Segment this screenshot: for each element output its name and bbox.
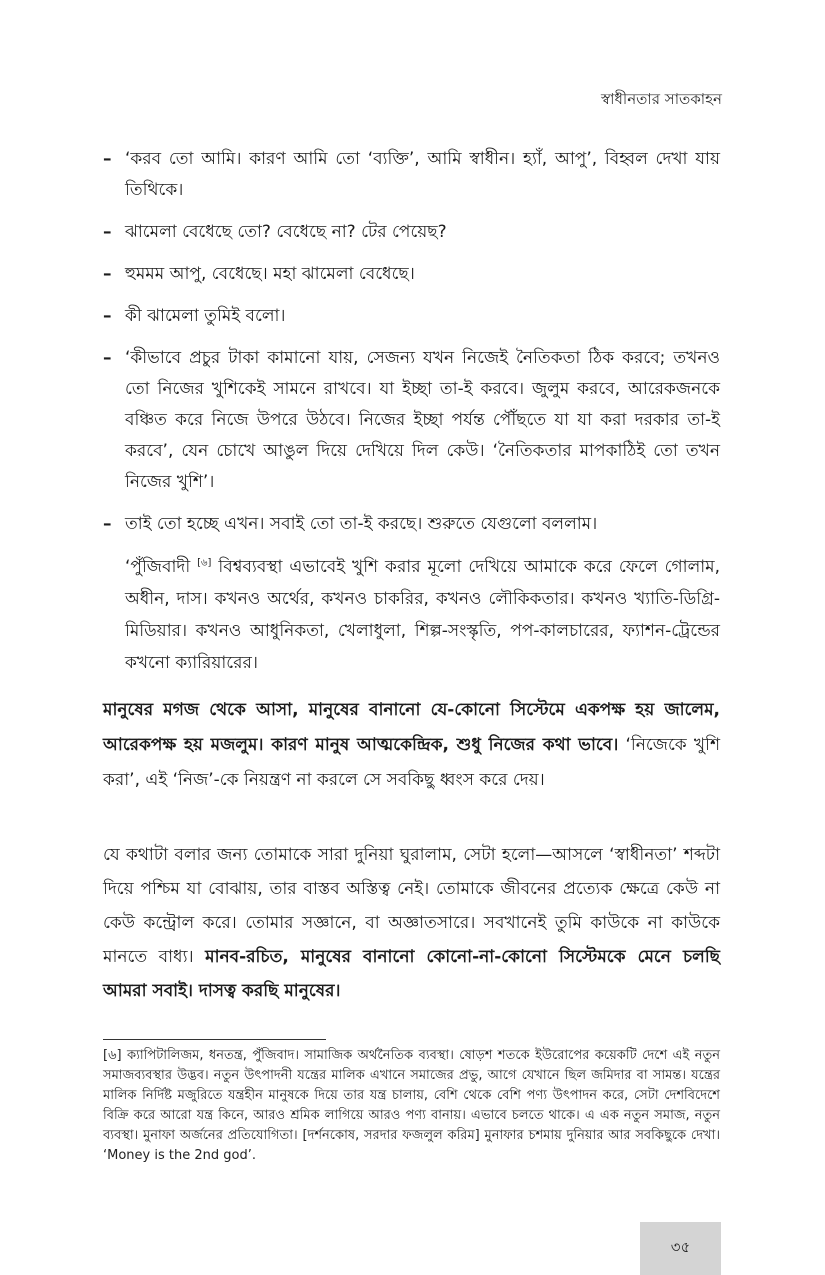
running-header: স্বাধীনতার সাতকাহন bbox=[601, 90, 722, 108]
dialogue-text: হুমমম আপু, বেধেছে। মহা ঝামেলা বেধেছে। bbox=[125, 264, 415, 284]
dash-marker: – bbox=[103, 348, 112, 368]
dialogue-text: তাই তো হচ্ছে এখন। সবাই তো তা-ই করছে। শুরুতে যেগুলো বললাম। bbox=[125, 514, 598, 534]
quote-rest: বিশ্বব্যবস্থা এভাবেই খুশি করার মূলো দেখিয়ে আমাকে করে ফেলে গোলাম, অধীন, দাস। কখনও অর্থের, কখনও চাকরির, কখনও লৌকিকতার। কখনও খ্যাতি-ডিগ্রি-মিডিয়ার। কখনও আধুনিকতা, খেলাধুলা, শিল্প-সংস্কৃতি, পপ-কালচারের, ফ্যাশন-ট্রেন্ডের কখনো ক্যারিয়ারের। bbox=[125, 557, 721, 673]
page-number: ৩৫ bbox=[670, 1238, 691, 1256]
dash-marker: – bbox=[103, 306, 112, 326]
dash-marker: – bbox=[103, 264, 112, 284]
footnote-ref[interactable]: [৬] bbox=[197, 557, 212, 569]
dash-marker: – bbox=[103, 222, 112, 242]
closing-normal-text: যে কথাটা বলার জন্য তোমাকে সারা দুনিয়া ঘুরালাম, সেটা হলো—আসলে ‘স্বাধীনতা’ শব্দটা দিয়ে পশ্চিম যা বোঝায়, তার বাস্তব অস্তিত্ব নেই। তোমাকে জীবনের প্রত্যেক ক্ষেত্রে কেউ না কেউ কন্ট্রোল করে। তোমার সজ্ঞানে, বা অজ্ঞাতসারে। সবখানেই তুমি কাউকে না কাউকে মানতে বাধ্য। bbox=[103, 845, 720, 967]
emphasis-paragraph bbox=[103, 693, 720, 798]
footnote: [৬] ক্যাপিটালিজম, ধনতন্ত্র, পুঁজিবাদ। সামাজিক অর্থনৈতিক ব্যবস্থা। ষোড়শ শতকে ইউরোপের কয়েকটি দেশে এই নতুন সমাজব্যবস্থার উদ্ভব। নতুন উৎপাদনী যন্ত্রের মালিক এখানে সমাজের প্রভু, আগে যেখানে ছিল জমিদার বা সামন্ত। যন্ত্রের মালিক নির্দিষ্ট মজুরিতে যন্ত্রহীন মানুষকে দিয়ে তার যন্ত্র চালায়, বেশি থেকে বেশি পণ্য উৎপাদন করে, সেটা দেশবিদেশে বিক্রি করে আরো যন্ত্র কিনে, আরও শ্রমিক লাগিয়ে আরও পণ্য বানায়। এভাবে চলতে থাকে। এ এক নতুন সমাজ, নতুন ব্যবস্থা। মুনাফা অর্জনের প্রতিযোগিতা। [দর্শনকোষ, সরদার ফজলুল করিম] মুনাফার চশমায় দুনিয়ার আর সবকিছুকে দেখা। ‘Money is the 2nd god’. bbox=[103, 1048, 720, 1163]
dash-marker: – bbox=[103, 514, 112, 534]
dialogue-line bbox=[103, 509, 720, 540]
closing-bold-text: মানব-রচিত, মানুষের বানানো কোনো-না-কোনো সিস্টেমকে মেনে চলছি আমরা সবাই। দাসত্ব করছি মানুষের। bbox=[103, 947, 720, 1001]
dialogue-text: ঝামেলা বেধেছে তো? বেধেছে না? টের পেয়েছ? bbox=[125, 222, 447, 242]
dialogue-line bbox=[103, 259, 720, 290]
emphasis-normal-text: ‘নিজেকে খুশি করা’, এই ‘নিজ’-কে নিয়ন্ত্রণ না করলে সে সবকিছু ধ্বংস করে দেয়। bbox=[103, 735, 720, 790]
dialogue-text: ‘কীভাবে প্রচুর টাকা কামানো যায়, সেজন্য যখন নিজেই নৈতিকতা ঠিক করবে; তখনও তো নিজের খুশিকেই সামনে রাখবে। যা ইচ্ছা তা-ই করবে। জুলুম করবে, আরেকজনকে বঞ্চিত করে নিজে উপরে উঠবে। নিজের ইচ্ছা পর্যন্ত পৌঁছতে যা যা করা দরকার তা-ই করবে’, যেন চোখে আঙুল দিয়ে দেখিয়ে দিল কেউ। ‘নৈতিকতার মাপকাঠিই তো তখন নিজের খুশি’। bbox=[125, 348, 720, 492]
quote-paragraph bbox=[103, 551, 720, 679]
dialogue-text: ‘করব তো আমি। কারণ আমি তো ‘ব্যক্তি’, আমি স্বাধীন। হ্যাঁ, আপু’, বিহ্বল দেখা যায় তিথিকে। bbox=[125, 149, 720, 200]
closing-paragraph bbox=[103, 838, 720, 1008]
page-number-box bbox=[640, 1222, 721, 1275]
dialogue-line bbox=[103, 343, 720, 498]
footnote-divider bbox=[103, 1039, 326, 1040]
page-body bbox=[103, 144, 720, 1008]
quote-lead: ‘পুঁজিবাদী bbox=[125, 557, 191, 577]
dialogue-line bbox=[103, 144, 720, 206]
dialogue-line bbox=[103, 217, 720, 248]
dialogue-line bbox=[103, 301, 720, 332]
dash-marker: – bbox=[103, 149, 112, 169]
emphasis-bold-text: মানুষের মগজ থেকে আসা, মানুষের বানানো যে-কোনো সিস্টেমে একপক্ষ হয় জালেম, আরেকপক্ষ হয় মজলুম। কারণ মানুষ আত্মকেন্দ্রিক, শুধু নিজের কথা ভাবে। bbox=[103, 700, 720, 755]
dialogue-text: কী ঝামেলা তুমিই বলো। bbox=[125, 306, 286, 326]
